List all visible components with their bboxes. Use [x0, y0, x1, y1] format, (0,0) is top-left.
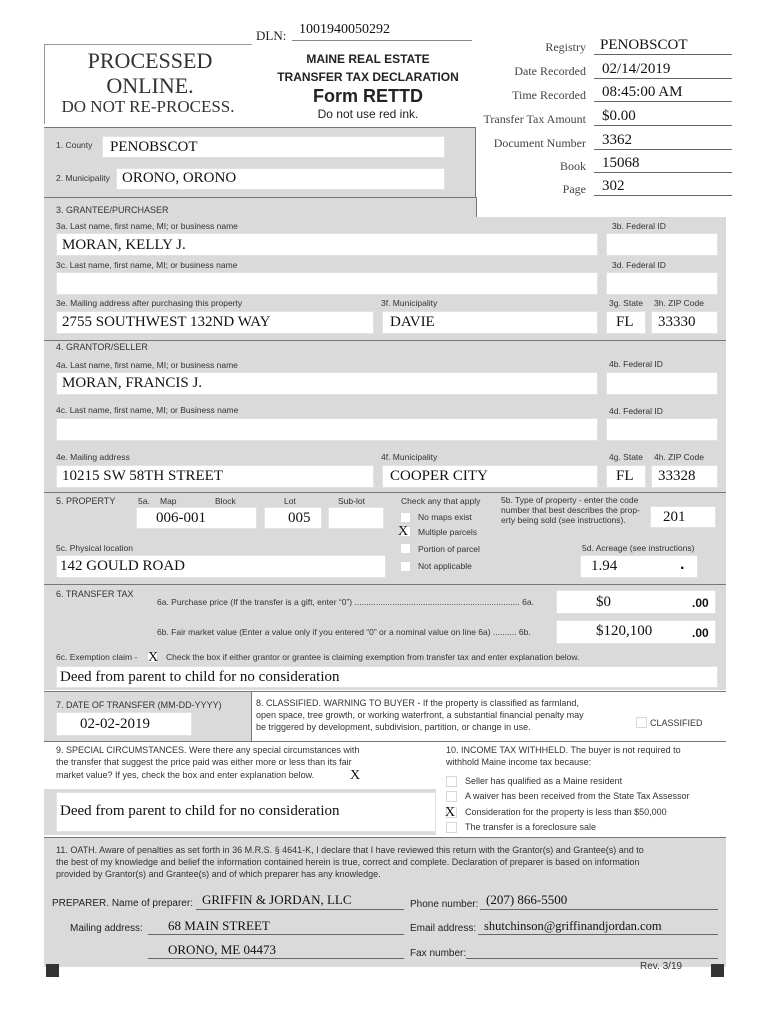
grantee-3f-label: 3f. Municipality: [381, 298, 438, 308]
transfer-tax-amount-label: Transfer Tax Amount: [483, 112, 586, 126]
grantor-4d-label: 4d. Federal ID: [609, 406, 663, 416]
grantee-3a-label: 3a. Last name, first name, MI; or business name: [56, 221, 238, 231]
property-title: 5. PROPERTY: [56, 496, 116, 506]
special-line3: market value? If yes, check the box and enter explanation below.: [56, 770, 315, 780]
lot-label: Lot: [284, 496, 296, 506]
document-number-label: Document Number: [493, 136, 586, 150]
no-maps-checkbox[interactable]: [400, 512, 411, 523]
map-prefix: 5a.: [138, 496, 150, 506]
acreage-value: 1.94: [591, 558, 618, 574]
grantor-state-value: FL: [616, 468, 634, 484]
mailing-address-label: Mailing address:: [70, 923, 143, 934]
map-value: 006-001: [156, 510, 206, 526]
fair-market-value-label: 6b. Fair market value (Enter a value only if you entered “0” or a nominal value on line 6a) .......... 6b.: [157, 627, 531, 637]
registry-underline: [594, 54, 732, 55]
grantee-3d-label: 3d. Federal ID: [612, 260, 666, 270]
time-underline: [594, 101, 732, 102]
grantee-second-name-field[interactable]: [56, 272, 598, 295]
classified-checkbox[interactable]: [636, 717, 647, 728]
municipality-label: 2. Municipality: [56, 173, 110, 183]
page-underline: [594, 195, 732, 196]
special-line1: 9. SPECIAL CIRCUMSTANCES. Were there any special circumstances with: [56, 745, 360, 755]
fair-market-value-cents: .00: [692, 626, 709, 640]
waiver-checkbox[interactable]: [446, 791, 457, 802]
time-recorded-label: Time Recorded: [512, 88, 586, 102]
purchase-price-label: 6a. Purchase price (If the transfer is a gift, enter “0”) ...................................................................... 6a.: [157, 597, 534, 607]
grantor-zip-value: 33328: [658, 468, 696, 484]
consideration-mark: X: [445, 805, 456, 820]
phone-line: [480, 909, 718, 910]
fax-label: Fax number:: [410, 948, 467, 959]
preparer-name-label: PREPARER. Name of preparer:: [52, 898, 193, 909]
sublot-field[interactable]: [328, 507, 384, 529]
no-maps-label: No maps exist: [418, 512, 472, 522]
property-type-value: 201: [663, 509, 686, 525]
oath-line2: the best of my knowledge and belief the information contained herein is true, correct and complete. Declaration of preparer is based on information: [56, 857, 640, 867]
classified-line2: open space, tree growth, or working waterfront, a substantial financial penalty may: [256, 710, 584, 720]
exemption-explanation-value: Deed from parent to child for no consideration: [60, 669, 340, 685]
grantee-3b-label: 3b. Federal ID: [612, 221, 666, 231]
grantee-federal-id-field[interactable]: [606, 233, 718, 256]
phone-label: Phone number:: [410, 899, 479, 910]
book-underline: [594, 172, 732, 173]
document-number-value: 3362: [602, 132, 632, 148]
grantor-4h-label: 4h. ZIP Code: [654, 452, 704, 462]
form-title-2: TRANSFER TAX DECLARATION: [277, 70, 459, 84]
grantor-name-value: MORAN, FRANCIS J.: [62, 375, 203, 391]
mailing-line1-underline: [148, 934, 404, 935]
book-label: Book: [559, 159, 586, 173]
revision-label: Rev. 3/19: [640, 961, 683, 972]
multiple-parcels-mark: X: [398, 524, 409, 539]
purchase-price-value: $0: [596, 594, 611, 610]
grantee-3h-label: 3h. ZIP Code: [654, 298, 704, 308]
classified-line3: be triggered by development, subdivision, partition, or change in use.: [256, 722, 531, 732]
email-line: [478, 934, 718, 935]
county-value: PENOBSCOT: [110, 139, 198, 155]
grantor-4a-label: 4a. Last name, first name, MI; or business name: [56, 360, 238, 370]
exemption-text: Check the box if either grantor or grantee is claiming exemption from transfer tax and enter explanation below.: [166, 652, 580, 662]
registry-value: PENOBSCOT: [600, 37, 688, 53]
grantee-second-federal-id-field[interactable]: [606, 272, 718, 295]
oath-line3: provided by Grantor(s) and Grantee(s) and of which preparer has any knowledge.: [56, 869, 381, 879]
doc-underline: [594, 149, 732, 150]
form-name: Form RETTD: [313, 86, 423, 106]
date-transfer-label: 7. DATE OF TRANSFER (MM-DD-YYYY): [56, 700, 222, 710]
oath-line1: 11. OATH. Aware of penalties as set forth in 36 M.R.S. § 4641-K, I declare that I have reviewed this return with the Grantor(s) and Grantee(s) and to: [56, 845, 644, 855]
classified-checkbox-label: CLASSIFIED: [650, 718, 703, 728]
type-label-1: 5b. Type of property - enter the code: [501, 495, 639, 505]
acreage-label: 5d. Acreage (see instructions): [582, 543, 695, 553]
foreclosure-checkbox[interactable]: [446, 822, 457, 833]
grantee-municipality-value: DAVIE: [390, 314, 435, 330]
grantor-address-value: 10215 SW 58TH STREET: [62, 468, 223, 484]
preparer-name-value: GRIFFIN & JORDAN, LLC: [202, 892, 352, 907]
withheld-line1: 10. INCOME TAX WITHHELD. The buyer is not required to: [446, 745, 681, 755]
grantee-3c-label: 3c. Last name, first name, MI; or business name: [56, 260, 238, 270]
registry-notch: [476, 197, 726, 217]
stamp-online: ONLINE.: [106, 73, 194, 98]
fax-line: [466, 958, 718, 959]
municipality-value: ORONO, ORONO: [122, 170, 237, 186]
sublot-label: Sub-lot: [338, 496, 365, 506]
grantee-title: 3. GRANTEE/PURCHASER: [56, 205, 169, 215]
check-any-label: Check any that apply: [401, 496, 481, 506]
grantee-3g-label: 3g. State: [609, 298, 644, 308]
seller-resident-label: Seller has qualified as a Maine resident: [465, 776, 623, 786]
dln-value: 1001940050292: [299, 22, 390, 37]
foreclosure-label: The transfer is a foreclosure sale: [465, 822, 597, 832]
special-explanation-value: Deed from parent to child for no consideration: [60, 803, 340, 819]
special-line2: the transfer that suggest the price paid was either more or less than its fair: [56, 757, 352, 767]
fair-market-value-value: $120,100: [596, 623, 653, 639]
date-recorded-value: 02/14/2019: [602, 61, 671, 77]
tax-underline: [594, 125, 732, 126]
registration-mark-left: [46, 964, 59, 977]
withheld-line2: withhold Maine income tax because:: [446, 757, 592, 767]
date-transfer-value: 02-02-2019: [80, 716, 150, 732]
grantor-federal-id-field[interactable]: [606, 372, 718, 395]
exemption-label: 6c. Exemption claim -: [56, 652, 138, 662]
portion-label: Portion of parcel: [418, 544, 480, 554]
grantor-4c-label: 4c. Last name, first name, MI; or Business name: [56, 405, 239, 415]
grantor-municipality-value: COOPER CITY: [390, 468, 488, 484]
grantor-second-federal-id-field[interactable]: [606, 418, 718, 441]
form-title-1: MAINE REAL ESTATE: [306, 52, 430, 66]
grantor-second-name-field[interactable]: [56, 418, 598, 441]
page-label: Page: [562, 182, 586, 196]
portion-checkbox[interactable]: [400, 543, 411, 554]
location-label: 5c. Physical location: [56, 543, 134, 553]
stamp-do-not: DO NOT RE-PROCESS.: [61, 97, 235, 116]
type-label-3: erty being sold (see instructions).: [501, 515, 626, 525]
type-label-2: number that best describes the prop-: [501, 505, 640, 515]
date-recorded-label: Date Recorded: [514, 64, 586, 78]
waiver-label: A waiver has been received from the State Tax Assessor: [465, 791, 690, 801]
grantor-4e-label: 4e. Mailing address: [56, 452, 130, 462]
mailing-line2-underline: [148, 958, 404, 959]
grantee-zip-value: 33330: [658, 314, 696, 330]
acreage-decimal: .: [680, 556, 685, 573]
grantor-title: 4. GRANTOR/SELLER: [56, 342, 148, 352]
special-mark: X: [350, 768, 361, 783]
not-applicable-checkbox[interactable]: [400, 561, 411, 572]
transfer-tax-title: 6. TRANSFER TAX: [56, 589, 134, 599]
registration-mark-right: [711, 964, 724, 977]
consideration-label: Consideration for the property is less than $50,000: [465, 807, 667, 817]
grantor-4g-label: 4g. State: [609, 452, 644, 462]
not-applicable-label: Not applicable: [418, 561, 472, 571]
grantee-address-value: 2755 SOUTHWEST 132ND WAY: [62, 314, 271, 330]
grantor-4b-label: 4b. Federal ID: [609, 359, 663, 369]
grantee-name-value: MORAN, KELLY J.: [62, 237, 186, 253]
preparer-name-line: [196, 909, 404, 910]
book-value: 15068: [602, 155, 640, 171]
mailing-address-line2: ORONO, ME 04473: [168, 942, 276, 957]
date-underline: [594, 78, 732, 79]
phone-value: (207) 866-5500: [486, 892, 568, 907]
seller-resident-checkbox[interactable]: [446, 776, 457, 787]
block-label: Block: [215, 496, 236, 506]
county-label: 1. County: [56, 140, 93, 150]
email-value: shutchinson@griffinandjordan.com: [484, 919, 662, 933]
classified-line1: 8. CLASSIFIED. WARNING TO BUYER - If the property is classified as farmland,: [256, 698, 579, 708]
grantee-3e-label: 3e. Mailing address after purchasing this property: [56, 298, 243, 308]
multiple-parcels-label: Multiple parcels: [418, 527, 478, 537]
dln-underline: [292, 40, 472, 41]
purchase-price-cents: .00: [692, 596, 709, 610]
dln-label: DLN:: [256, 28, 287, 43]
registry-label: Registry: [545, 40, 586, 54]
lot-value: 005: [288, 510, 311, 526]
transfer-tax-amount-value: $0.00: [602, 108, 636, 124]
map-label: Map: [160, 496, 177, 506]
exemption-mark: X: [148, 650, 159, 665]
location-value: 142 GOULD ROAD: [60, 558, 185, 574]
time-recorded-value: 08:45:00 AM: [602, 84, 683, 100]
form-note: Do not use red ink.: [317, 107, 419, 121]
page-value: 302: [602, 178, 625, 194]
grantor-4f-label: 4f. Municipality: [381, 452, 438, 462]
grantee-state-value: FL: [616, 314, 634, 330]
stamp-processed: PROCESSED: [87, 48, 213, 73]
email-label: Email address:: [410, 923, 477, 934]
mailing-address-line1: 68 MAIN STREET: [168, 918, 270, 933]
